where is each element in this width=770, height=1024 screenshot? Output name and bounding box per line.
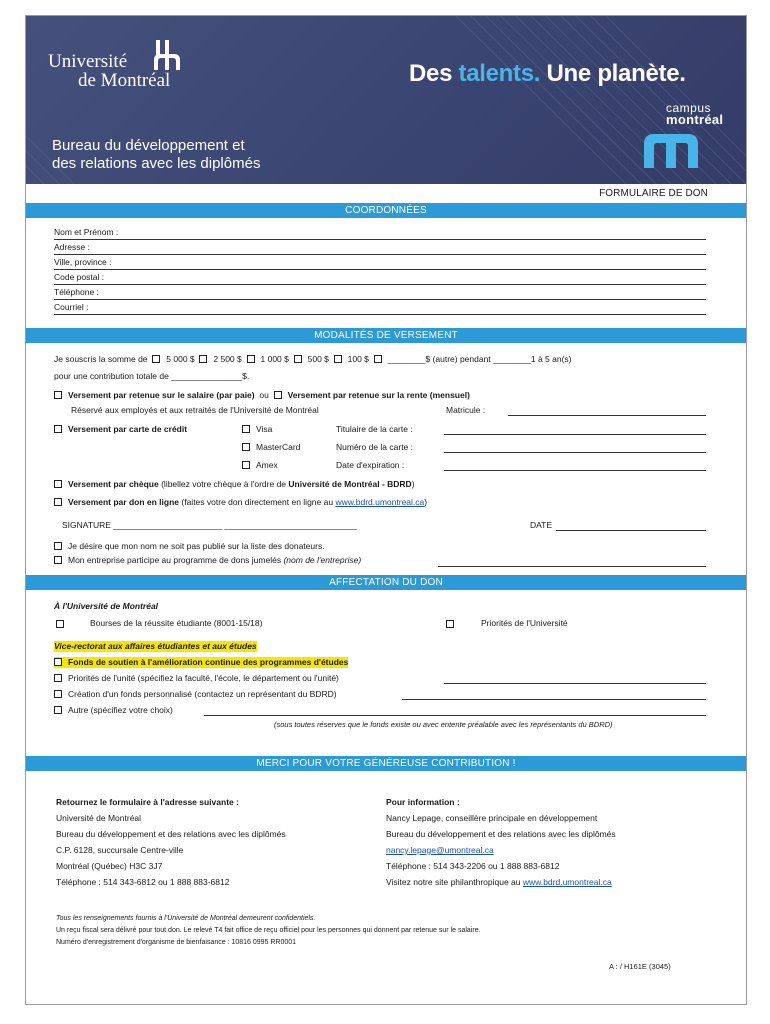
amount-1000: 1 000 $ [260, 354, 289, 364]
priorites-universite-label: Priorités de l'Université [481, 618, 568, 628]
retour-title: Retournez le formulaire à l'adresse suivante : [56, 797, 239, 807]
section-bar-affectation: AFFECTATION DU DON [26, 575, 746, 590]
site-link[interactable]: www.bdrd.umontreal.ca [522, 877, 612, 887]
section-bar-versement: MODALITÉS DE VERSEMENT [26, 328, 746, 343]
field-label-courriel: Courriel : [54, 302, 89, 312]
unite-label: Priorités de l'unité (spécifiez la faculté, l'école, le département ou l'unité) [68, 673, 339, 683]
jumeles-italic: (nom de l'entreprise) [283, 555, 362, 565]
checkbox-enligne[interactable] [54, 498, 62, 506]
bureau-line-2: des relations avec les diplômés [52, 155, 261, 172]
amount-5000: 5 000 $ [166, 354, 195, 364]
carte-label: Versement par carte de crédit [68, 424, 188, 434]
creation-input-line[interactable] [402, 699, 706, 700]
enligne-label: Versement par don en ligne [68, 497, 180, 507]
ville-input-line[interactable] [54, 269, 706, 270]
logo-line-1: Université [48, 51, 128, 72]
checkbox-visa[interactable] [242, 425, 250, 433]
cheque-payee: Université de Montréal - BDRD [288, 479, 412, 489]
cheque-end: ) [411, 479, 415, 489]
creation-label: Création d'un fonds personnalisé (contactez un représentant du BDRD) [68, 689, 337, 699]
mastercard-row [242, 442, 300, 453]
checkbox-cheque[interactable] [54, 480, 62, 488]
info-line-2: Bureau du développement et des relations avec les diplômés [386, 829, 616, 839]
titulaire-input-line[interactable] [444, 434, 706, 435]
tagline-part2: Une planète. [546, 60, 686, 87]
creation-row [54, 689, 337, 700]
enligne-text: (faites votre don directement en ligne au [181, 497, 334, 507]
numero-carte-input-line[interactable] [444, 452, 706, 453]
form-page [25, 15, 747, 1005]
nopublish-row [54, 541, 325, 552]
mastercard-label: MasterCard [256, 442, 301, 452]
retour-line-5: Téléphone : 514 343-6812 ou 1 888 883-6812 [56, 877, 230, 887]
vice-rectorat-heading: Vice-rectorat aux affaires étudiantes et aux études [54, 641, 257, 651]
fonds-label: Fonds de soutien à l'amélioration continue des programmes d'études [68, 657, 349, 667]
carte-row [54, 424, 187, 435]
amex-label: Amex [256, 460, 278, 470]
amount-2500: 2 500 $ [213, 354, 242, 364]
salaire-label: Versement par retenue sur le salaire (par paie) [68, 390, 255, 400]
retour-line-1: Université de Montréal [56, 813, 142, 823]
field-label-telephone: Téléphone : [54, 287, 99, 297]
checkbox-jumeles[interactable] [54, 556, 62, 564]
cheque-label: Versement par chèque [68, 479, 159, 489]
form-title: FORMULAIRE DE DON [599, 188, 708, 199]
checkbox-500[interactable] [294, 355, 302, 363]
amount-500: 500 $ [307, 354, 329, 364]
date-label: DATE [530, 520, 553, 530]
tagline [409, 60, 686, 88]
reserve-label: Réservé aux employés et aux retraités de l'Université de Montréal [71, 405, 319, 415]
field-label-adresse: Adresse : [54, 242, 90, 252]
amount-100: 100 $ [347, 354, 369, 364]
checkbox-fonds-soutien[interactable] [54, 658, 62, 666]
campus-line-2: montréal [666, 112, 724, 127]
logo-line-2: de Montréal [78, 70, 171, 91]
field-label-code-postal: Code postal : [54, 272, 105, 282]
autre-row [54, 705, 173, 716]
checkbox-100[interactable] [334, 355, 342, 363]
expiration-input-line[interactable] [444, 470, 706, 471]
rente-label: Versement par retenue sur la rente (mensuel) [287, 390, 470, 400]
jumeles-label: Mon entreprise participe au programme de dons jumelés [68, 555, 282, 565]
email-link[interactable]: nancy.lepage@umontreal.ca [386, 845, 494, 855]
form-code: A : / H161E (3045) [609, 962, 671, 971]
amex-row [242, 460, 278, 471]
bourses-label: Bourses de la réussite étudiante (8001-15/18) [90, 618, 263, 628]
nopublish-label: Je désire que mon nom ne soit pas publié sur la liste des donateurs. [68, 541, 325, 551]
tagline-accent: talents. [458, 60, 541, 87]
info-phone: Téléphone : 514 343-2206 ou 1 888 883-6812 [386, 861, 560, 871]
section-bar-coordonnees: COORDONNÉES [26, 203, 746, 218]
campus-logo [666, 103, 723, 125]
checkbox-5000[interactable] [152, 355, 160, 363]
autre-montant-label: ________$ (autre) pendant ________1 à 5 an(s) [387, 354, 572, 364]
visa-row [242, 424, 272, 435]
checkbox-nopublish[interactable] [54, 542, 62, 550]
checkbox-carte[interactable] [54, 425, 62, 433]
retour-line-4: Montréal (Québec) H3C 3J7 [56, 861, 163, 871]
autre-label: Autre (spécifiez votre choix) [68, 705, 173, 715]
footer-line-1: Tous les renseignements fournis à l'Université de Montréal demeurent confidentiels. [56, 915, 316, 922]
nom-input-line[interactable] [54, 239, 706, 240]
cheque-row [54, 479, 415, 490]
udem-emblem-icon [154, 40, 184, 70]
adresse-input-line[interactable] [54, 254, 706, 255]
matricule-label: Matricule : [446, 405, 486, 415]
unite-row [54, 673, 339, 684]
info-line-1: Nancy Lepage, conseillère principale en développement [386, 813, 598, 823]
info-title: Pour information : [386, 797, 460, 807]
retour-line-3: C.P. 6128, succursale Centre-ville [56, 845, 184, 855]
site-text: Visitez notre site philanthropique au [386, 877, 521, 887]
entreprise-input-line[interactable] [438, 566, 706, 567]
code-postal-input-line[interactable] [54, 284, 706, 285]
bureau-title [52, 137, 260, 173]
date-input-line[interactable] [556, 530, 706, 531]
checkbox-2500[interactable] [199, 355, 207, 363]
numero-carte-label: Numéro de la carte : [336, 442, 414, 452]
header-banner [26, 16, 746, 184]
checkbox-rente[interactable] [274, 391, 282, 399]
enligne-end: ) [424, 497, 428, 507]
checkbox-autre[interactable] [54, 706, 62, 714]
checkbox-salaire[interactable] [54, 391, 62, 399]
footer-line-3: Numéro d'enregistrement d'organisme de bienfaisance : 10816 0995 RR0001 [56, 939, 297, 946]
jumeles-row [54, 555, 361, 566]
footer-line-2: Un reçu fiscal sera délivré pour tout don. Le relevé T4 fait office de reçu officiel pour les personnes qui donnent par retenue sur le salaire. [56, 927, 481, 934]
retour-line-2: Bureau du développement et des relations avec les diplômés [56, 829, 286, 839]
bureau-line-1: Bureau du développement et [52, 137, 245, 154]
checkbox-autre-montant[interactable] [374, 355, 382, 363]
bdrd-link[interactable]: www.bdrd.umontreal.ca [335, 497, 425, 507]
site-row [386, 877, 612, 888]
field-label-nom: Nom et Prénom : [54, 227, 119, 237]
contribution-totale: pour une contribution totale de _______________$. [54, 371, 250, 381]
signature-field[interactable]: SIGNATURE _______________________ ____________________________ [62, 520, 357, 530]
udem-heading: À l'Université de Montréal [54, 601, 159, 611]
autre-input-line[interactable] [204, 715, 706, 716]
checkbox-mastercard[interactable] [242, 443, 250, 451]
fonds-row [54, 657, 348, 668]
courriel-input-line[interactable] [54, 314, 706, 315]
udem-logo [48, 52, 170, 90]
checkbox-amex[interactable] [242, 461, 250, 469]
campus-m-icon [644, 134, 698, 168]
field-label-ville: Ville, province : [54, 257, 112, 267]
visa-label: Visa [256, 424, 273, 434]
checkbox-creation[interactable] [54, 690, 62, 698]
ou-label: ou [259, 390, 269, 400]
unite-input-line[interactable] [444, 683, 706, 684]
souscris-row [54, 354, 571, 365]
section-bar-merci: MERCI POUR VOTRE GÉNÉREUSE CONTRIBUTION ! [26, 756, 746, 771]
checkbox-priorites-universite[interactable] [446, 620, 454, 628]
reserves-note: (sous toutes réserves que le fonds existe ou avec entente préalable avec les représentants du BDRD) [274, 720, 613, 729]
checkbox-1000[interactable] [247, 355, 255, 363]
tagline-part1: Des [409, 60, 453, 87]
enligne-row [54, 497, 427, 508]
campus-line-1: campus [666, 101, 712, 115]
cheque-text: (libellez votre chèque à l'ordre de [161, 479, 287, 489]
telephone-input-line[interactable] [54, 299, 706, 300]
souscris-label: Je souscris la somme de [54, 354, 148, 364]
checkbox-unite[interactable] [54, 674, 62, 682]
checkbox-bourses[interactable] [56, 620, 64, 628]
expiration-label: Date d'expiration : [336, 460, 405, 470]
matricule-input-line[interactable] [508, 415, 706, 416]
salaire-row [54, 390, 470, 401]
titulaire-label: Titulaire de la carte : [336, 424, 413, 434]
